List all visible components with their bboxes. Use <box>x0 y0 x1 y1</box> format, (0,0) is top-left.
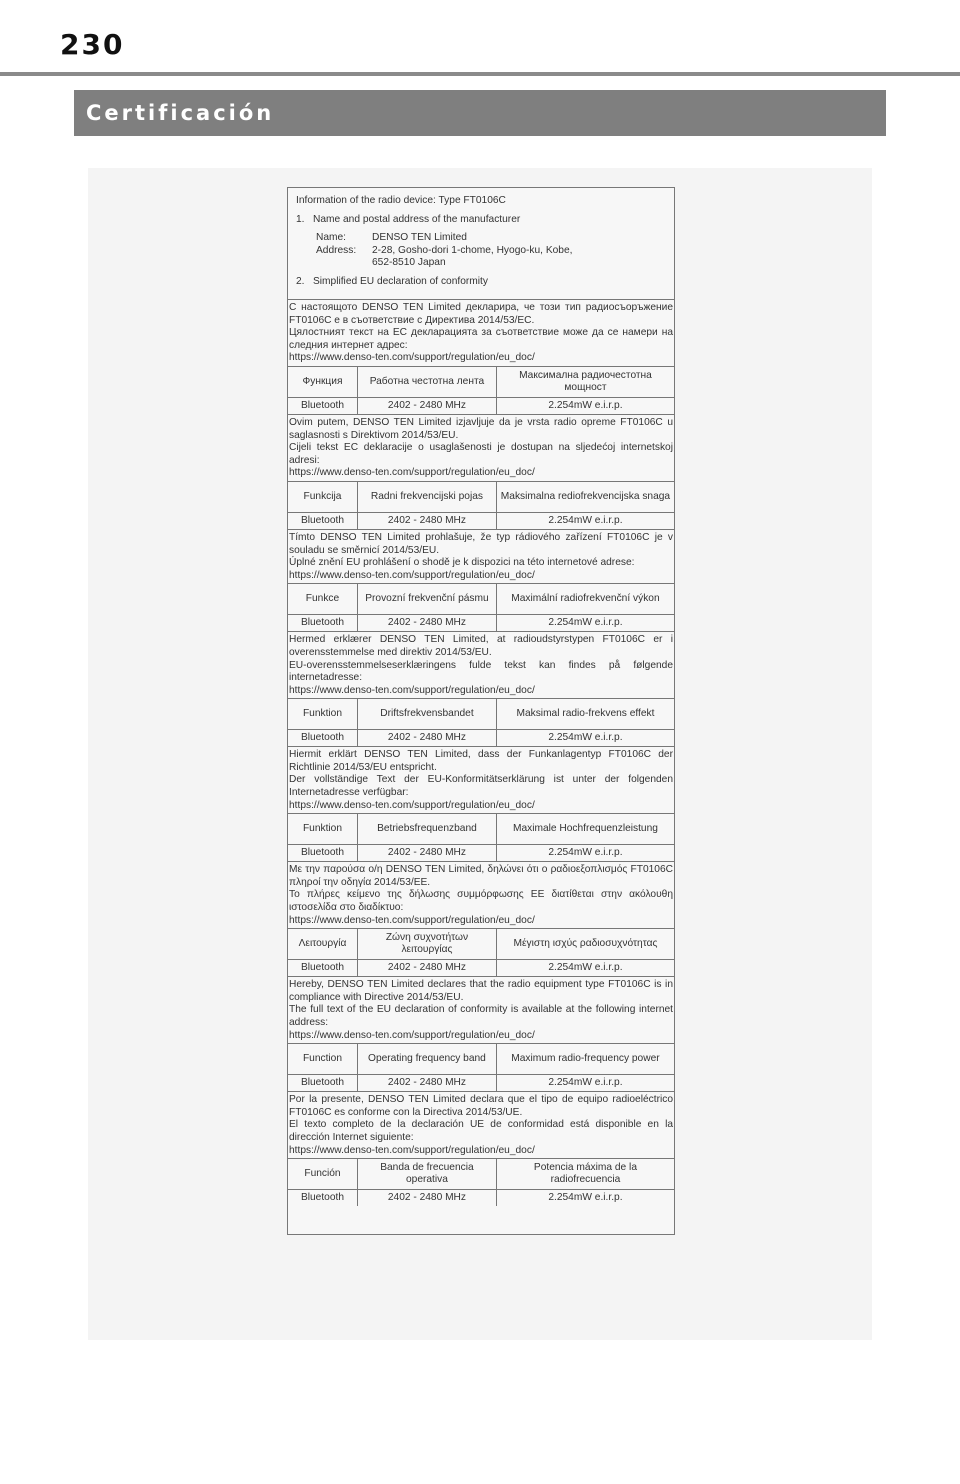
spec-table <box>288 813 674 861</box>
spec-table <box>288 928 674 976</box>
header-function: Funkce <box>288 584 357 615</box>
cell-max-power: 2.254mW e.i.r.p. <box>496 1075 674 1092</box>
spec-table-header <box>288 1044 674 1075</box>
header-max-power: Maximum radio-frequency power <box>496 1044 674 1075</box>
cell-function: Bluetooth <box>288 397 357 414</box>
language-declaration <box>288 862 674 977</box>
declaration-availability: Цялостният текст на ЕС декларацията за съответствие може да се намери на следния интернет адрес: <box>289 327 673 351</box>
cell-function: Bluetooth <box>288 730 357 747</box>
declaration-availability: Cijeli tekst EC deklaracije o usaglašenosti je dostupan na sljedećoj internetskoj adresi: <box>289 442 673 466</box>
declaration-availability: Der vollständige Text der EU-Konformitätserklärung ist unter der folgenden Internetadresse verfügbar: <box>289 774 673 799</box>
header-max-power: Maksimalna rediofrekvencijska snaga <box>496 481 674 512</box>
spec-table <box>288 1043 674 1091</box>
spec-table-row <box>288 615 674 632</box>
header-function: Функция <box>288 366 357 397</box>
header-frequency-band: Работна честотна лента <box>357 366 496 397</box>
declaration-availability: The full text of the EU declaration of conformity is available at the following internet address: <box>289 1004 673 1028</box>
spec-table-header <box>288 1159 674 1190</box>
spec-table <box>288 366 674 414</box>
declaration-url: https://www.denso-ten.com/support/regulation/eu_doc/ <box>289 467 535 479</box>
header-function: Funktion <box>288 814 357 845</box>
certificate-document <box>287 187 675 1235</box>
cell-max-power: 2.254mW e.i.r.p. <box>496 960 674 977</box>
declaration-statement: Με την παρούσα ο/η DENSO TEN Limited, δηλώνει ότι ο ραδιοεξοπλισμός FT0106C πληροί την οδηγία 2014/53/ΕΕ. <box>289 864 673 888</box>
manufacturer-heading: 1. Name and postal address of the manufacturer <box>296 213 521 225</box>
header-max-power: Potencia máxima de la radiofrecuencia <box>496 1159 674 1190</box>
spec-table-row <box>288 730 674 747</box>
spec-table-header <box>288 584 674 615</box>
header-frequency-band: Driftsfrekvensbandet <box>357 699 496 730</box>
spec-table-header <box>288 699 674 730</box>
spec-table-row <box>288 1075 674 1092</box>
declaration-url: https://www.denso-ten.com/support/regulation/eu_doc/ <box>289 352 535 364</box>
cell-frequency-band: 2402 - 2480 MHz <box>357 730 496 747</box>
declaration-availability: El texto completo de la declaración UE de conformidad está disponible en la dirección Internet siguiente: <box>289 1119 673 1143</box>
cell-max-power: 2.254mW e.i.r.p. <box>496 512 674 529</box>
section-header <box>74 90 886 136</box>
language-declaration <box>288 747 674 862</box>
manufacturer-address <box>316 232 666 270</box>
address-line-2: 652-8510 Japan <box>372 257 446 269</box>
language-declaration <box>288 977 674 1092</box>
spec-table-header <box>288 929 674 960</box>
spec-table-header <box>288 481 674 512</box>
spec-table <box>288 1158 674 1206</box>
cell-max-power: 2.254mW e.i.r.p. <box>496 615 674 632</box>
language-declaration <box>288 1092 674 1206</box>
name-value: DENSO TEN Limited <box>372 232 467 244</box>
cell-max-power: 2.254mW e.i.r.p. <box>496 730 674 747</box>
declaration-text <box>288 1092 674 1158</box>
declaration-url: https://www.denso-ten.com/support/regulation/eu_doc/ <box>289 914 535 926</box>
header-frequency-band: Betriebsfrequenzband <box>357 814 496 845</box>
address-label: Address: <box>316 244 357 256</box>
cell-function: Bluetooth <box>288 1190 357 1207</box>
declaration-text <box>288 300 674 366</box>
header-max-power: Maximální radiofrekvenční výkon <box>496 584 674 615</box>
cell-function: Bluetooth <box>288 1075 357 1092</box>
cell-frequency-band: 2402 - 2480 MHz <box>357 397 496 414</box>
cell-frequency-band: 2402 - 2480 MHz <box>357 845 496 862</box>
radio-device-info <box>288 188 674 300</box>
header-function: Funkcija <box>288 481 357 512</box>
declaration-statement: Hereby, DENSO TEN Limited declares that the radio equipment type FT0106C is in compliance with Directive 2014/53/EU. <box>289 979 673 1003</box>
declaration-availability: EU-overensstemmelseserklæringens fulde tekst kan findes på følgende internetadresse: <box>289 659 673 684</box>
cell-frequency-band: 2402 - 2480 MHz <box>357 1190 496 1207</box>
spec-table <box>288 481 674 529</box>
header-max-power: Максимална радиочестотна мощност <box>496 366 674 397</box>
declaration-availability: Úplné znění EU prohlášení o shodě je k dispozici na této internetové adrese: <box>289 557 635 569</box>
declaration-text <box>288 747 674 813</box>
language-declaration <box>288 415 674 530</box>
spec-table-row <box>288 1190 674 1207</box>
language-declarations <box>288 300 674 1206</box>
header-frequency-band: Provozní frekvenční pásmu <box>357 584 496 615</box>
spec-table-row <box>288 845 674 862</box>
header-max-power: Μέγιστη ισχύς ραδιοσυχνότητας <box>496 929 674 960</box>
cell-frequency-band: 2402 - 2480 MHz <box>357 512 496 529</box>
declaration-heading: 2. Simplified EU declaration of conformity <box>296 275 488 287</box>
header-function: Λειτουργία <box>288 929 357 960</box>
language-declaration <box>288 530 674 632</box>
page-number: 230 <box>60 28 125 61</box>
spec-table-header <box>288 814 674 845</box>
declaration-url: https://www.denso-ten.com/support/regulation/eu_doc/ <box>289 1029 535 1041</box>
spec-table <box>288 583 674 631</box>
declaration-text <box>288 632 674 698</box>
declaration-text <box>288 977 674 1043</box>
header-function: Función <box>288 1159 357 1190</box>
spec-table-row <box>288 397 674 414</box>
header-function: Function <box>288 1044 357 1075</box>
cell-function: Bluetooth <box>288 960 357 977</box>
header-max-power: Maximale Hochfrequenzleistung <box>496 814 674 845</box>
cell-function: Bluetooth <box>288 615 357 632</box>
declaration-url: https://www.denso-ten.com/support/regulation/eu_doc/ <box>289 569 535 581</box>
header-max-power: Maksimal radio-frekvens effekt <box>496 699 674 730</box>
language-declaration <box>288 300 674 415</box>
header-function: Funktion <box>288 699 357 730</box>
device-info-title: Information of the radio device: Type FT0106C <box>296 195 506 206</box>
spec-table-row <box>288 512 674 529</box>
language-declaration <box>288 632 674 747</box>
cell-max-power: 2.254mW e.i.r.p. <box>496 845 674 862</box>
cell-frequency-band: 2402 - 2480 MHz <box>357 615 496 632</box>
spec-table-row <box>288 960 674 977</box>
declaration-url: https://www.denso-ten.com/support/regulation/eu_doc/ <box>289 799 535 811</box>
declaration-statement: Hermed erklærer DENSO TEN Limited, at radioudstyrstypen FT0106C er i overensstemmelse med direktiv 2014/53/EU. <box>289 634 673 658</box>
cell-max-power: 2.254mW e.i.r.p. <box>496 1190 674 1207</box>
declaration-text <box>288 862 674 928</box>
cell-frequency-band: 2402 - 2480 MHz <box>357 1075 496 1092</box>
header-frequency-band: Operating frequency band <box>357 1044 496 1075</box>
section-title: Certificación <box>86 101 275 125</box>
header-frequency-band: Radni frekvencijski pojas <box>357 481 496 512</box>
address-line-1: 2-28, Gosho-dori 1-chome, Hyogo-ku, Kobe, <box>372 244 573 256</box>
name-label: Name: <box>316 232 347 244</box>
cell-function: Bluetooth <box>288 512 357 529</box>
declaration-availability: Το πλήρες κείμενο της δήλωσης συμμόρφωσης ΕΕ διατίθεται στην ακόλουθη ιστοσελίδα στο διαδίκτυο: <box>289 889 673 914</box>
declaration-statement: Por la presente, DENSO TEN Limited declara que el tipo de equipo radioeléctrico FT0106C es conforme con la Directiva 2014/53/UE. <box>289 1094 673 1118</box>
declaration-text <box>288 415 674 481</box>
declaration-statement: Hiermit erklärt DENSO TEN Limited, dass der Funkanlagentyp FT0106C der Richtlinie 2014/53/EU entspricht. <box>289 749 673 773</box>
spec-table-header <box>288 366 674 397</box>
cell-max-power: 2.254mW e.i.r.p. <box>496 397 674 414</box>
declaration-statement: Ovim putem, DENSO TEN Limited izjavljuje da je vrsta radio opreme FT0106C u saglasnosti s Direktivom 2014/53/EU. <box>289 416 673 441</box>
spec-table <box>288 698 674 746</box>
declaration-text <box>288 530 674 583</box>
cell-function: Bluetooth <box>288 845 357 862</box>
cell-frequency-band: 2402 - 2480 MHz <box>357 960 496 977</box>
declaration-url: https://www.denso-ten.com/support/regulation/eu_doc/ <box>289 1144 535 1156</box>
declaration-statement: С настоящото DENSO TEN Limited декларира, че този тип радиосъоръжение FT0106C е в съответствие с Директива 2014/53/ЕС. <box>289 302 673 326</box>
declaration-statement: Tímto DENSO TEN Limited prohlašuje, že typ rádiového zařízení FT0106C je v souladu se směrnicí 2014/53/EU. <box>289 531 673 556</box>
header-frequency-band: Banda de frecuencia operativa <box>357 1159 496 1190</box>
top-divider <box>0 72 960 76</box>
header-frequency-band: Ζώνη συχνοτήτων λειτουργίας <box>357 929 496 960</box>
declaration-url: https://www.denso-ten.com/support/regulation/eu_doc/ <box>289 684 535 696</box>
